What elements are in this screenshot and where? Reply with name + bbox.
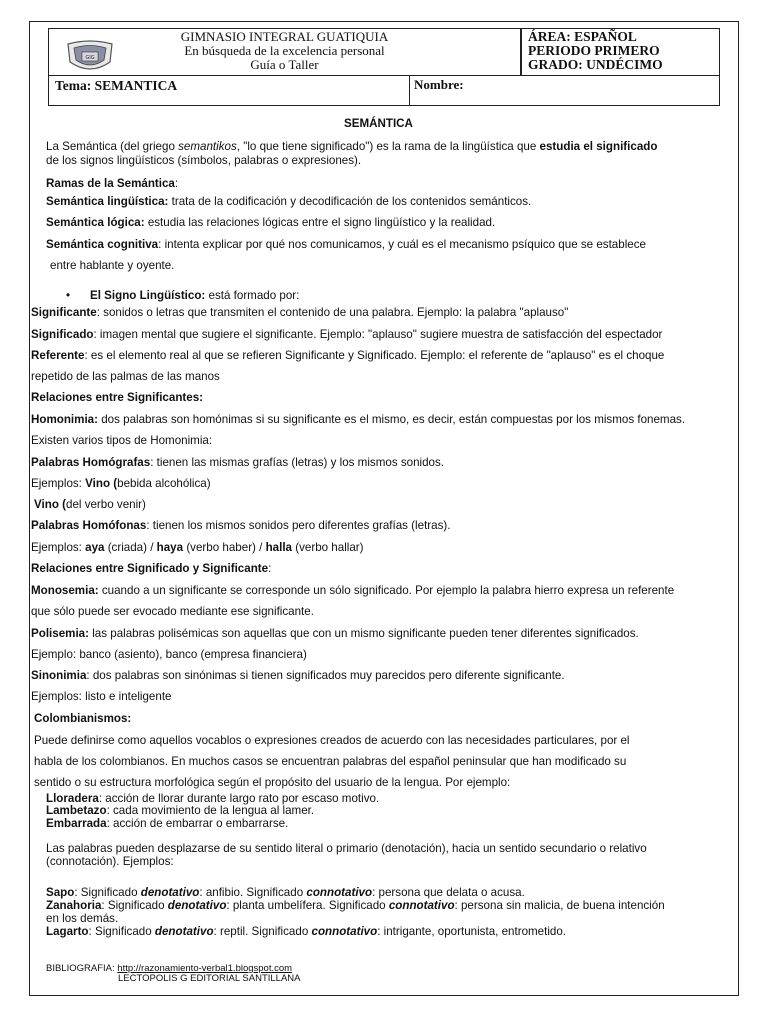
rama-cognitiva-cont: entre hablante y oyente. [50, 259, 175, 272]
intro-line-1: La Semántica (del griego semantikos, "lo que tiene significado") es la rama de la lingüística que estudia el significado [46, 140, 658, 153]
rama-cognitiva: Semántica cognitiva: intenta explicar por qué nos comunicamos, y cuál es el mecanismo psíquico que se establece [46, 238, 646, 251]
ejemplo-aya: Ejemplos: aya (criada) / haya (verbo haber) / halla (verbo hallar) [31, 541, 364, 554]
header-school-box [48, 28, 521, 76]
homografas-line: Palabras Homógrafas: tienen las mismas grafías (letras) y los mismos sonidos. [31, 456, 445, 469]
referente-line-2: repetido de las palmas de las manos [31, 370, 220, 383]
monosemia-line-2: que sólo puede ser evocado mediante ese significante. [31, 605, 314, 618]
intro-line-2: de los signos lingüísticos (símbolos, palabras o expresiones). [46, 154, 362, 167]
nombre-label: Nombre: [414, 77, 464, 92]
colombianismos-line-2: habla de los colombianos. En muchos casos se encuentran palabras del español peninsular que han modificado su [34, 755, 627, 768]
homonimia-line: Homonimia: dos palabras son homónimas si su significante es el mismo, es decir, están compuestas por los mismos fonemas. [31, 413, 686, 426]
ramas-title: Ramas de la Semántica: [46, 177, 179, 190]
ejemplo-banco: Ejemplo: banco (asiento), banco (empresa financiera) [31, 648, 307, 661]
rama-logica: Semántica lógica: estudia las relaciones lógicas entre el signo lingüístico y la realidad. [46, 216, 496, 229]
monosemia-line: Monosemia: cuando a un significante se corresponde un sólo significado. Por ejemplo la palabra hierro expresa un referente [31, 584, 675, 597]
header-info-box [521, 28, 720, 76]
area-label: ÁREA: ESPAÑOL [528, 29, 637, 44]
zanahoria-line-2: en los demás. [46, 912, 119, 925]
document-header [48, 28, 720, 106]
page-title: SEMÁNTICA [344, 117, 413, 130]
bibliografia-link[interactable]: http://razonamiento-verbal1.blogspot.com [117, 963, 293, 974]
zanahoria-line: Zanahoria: Significado denotativo: planta umbelífera. Significado connotativo: persona sin malicia, de buena intención [46, 899, 665, 912]
polisemia-line: Polisemia: las palabras polisémicas son aquellas que con un mismo significante pueden tener diferentes significados. [31, 627, 639, 640]
relaciones-significado-title: Relaciones entre Significado y Significante: [31, 562, 272, 575]
tema-label: Tema: SEMANTICA [55, 78, 178, 93]
colombianismos-line-3: sentido o su estructura morfológica según el propósito del usuario de la lengua. Por ejemplo: [34, 776, 511, 789]
ejemplo-listo: Ejemplos: listo e inteligente [31, 690, 172, 703]
colombianismos-title: Colombianismos: [34, 712, 132, 725]
bullet-icon: • [66, 289, 71, 302]
nombre-box[interactable] [409, 75, 720, 106]
school-name: GIMNASIO INTEGRAL GUATIQUIA [180, 29, 389, 44]
significante-line: Significante: sonidos o letras que transmiten el contenido de una palabra. Ejemplo: la palabra "aplauso" [31, 306, 569, 319]
grado-label: GRADO: UNDÉCIMO [528, 57, 663, 72]
sapo-line: Sapo: Significado denotativo: anfibio. Significado connotativo: persona que delata o acusa. [46, 886, 525, 899]
lagarto-line: Lagarto: Significado denotativo: reptil. Significado connotativo: intrigante, oportunista, entrometido. [46, 925, 567, 938]
bibliografia-line: BIBLIOGRAFIA: http://razonamiento-verbal1.blogspot.com [46, 963, 293, 974]
referente-line: Referente: es el elemento real al que se refieren Significante y Significado. Ejemplo: el referente de "aplauso" es el choque [31, 349, 665, 362]
bibliografia-book: LECTOPOLIS G EDITORIAL SANTILLANA [118, 973, 301, 984]
sinonimia-line: Sinonimia: dos palabras son sinónimas si tienen significados muy parecidos pero diferente significante. [31, 669, 565, 682]
homofonas-line: Palabras Homófonas: tienen los mismos sonidos pero diferentes grafías (letras). [31, 519, 451, 532]
tipos-homonimia: Existen varios tipos de Homonimia: [31, 434, 213, 447]
lambetazo-line: Lambetazo: cada movimiento de la lengua al lamer. [46, 804, 315, 817]
svg-text:GIG: GIG [85, 55, 95, 61]
periodo-label: PERIODO PRIMERO [528, 43, 660, 58]
guide-label: Guía o Taller [250, 57, 319, 72]
rama-linguistica: Semántica lingüística: trata de la codificación y decodificación de los contenidos semánticos. [46, 195, 532, 208]
ejemplo-vino-1: Ejemplos: Vino (bebida alcohólica) [31, 477, 211, 490]
colombianismos-line-1: Puede definirse como aquellos vocablos o expresiones creados de acuerdo con las necesidades particulares, por el [34, 734, 630, 747]
lloradera-line: Lloradera: acción de llorar durante largo rato por escaso motivo. [46, 792, 380, 805]
tema-box [48, 75, 410, 106]
relaciones-significantes-title: Relaciones entre Significantes: [31, 391, 204, 404]
denotacion-line-1: Las palabras pueden desplazarse de su sentido literal o primario (denotación), hacia un sentido secundario o relativo [46, 842, 647, 855]
school-motto: En búsqueda de la excelencia personal [184, 43, 385, 58]
significado-line: Significado: imagen mental que sugiere el significante. Ejemplo: "aplauso" sugiere muestra de satisfacción del espectador [31, 328, 663, 341]
ejemplo-vino-2: Vino (del verbo venir) [34, 498, 146, 511]
embarrada-line: Embarrada: acción de embarrar o embarrarse. [46, 817, 289, 830]
denotacion-line-2: (connotación). Ejemplos: [46, 855, 174, 868]
signo-title: El Signo Lingüístico: está formado por: [90, 289, 300, 302]
